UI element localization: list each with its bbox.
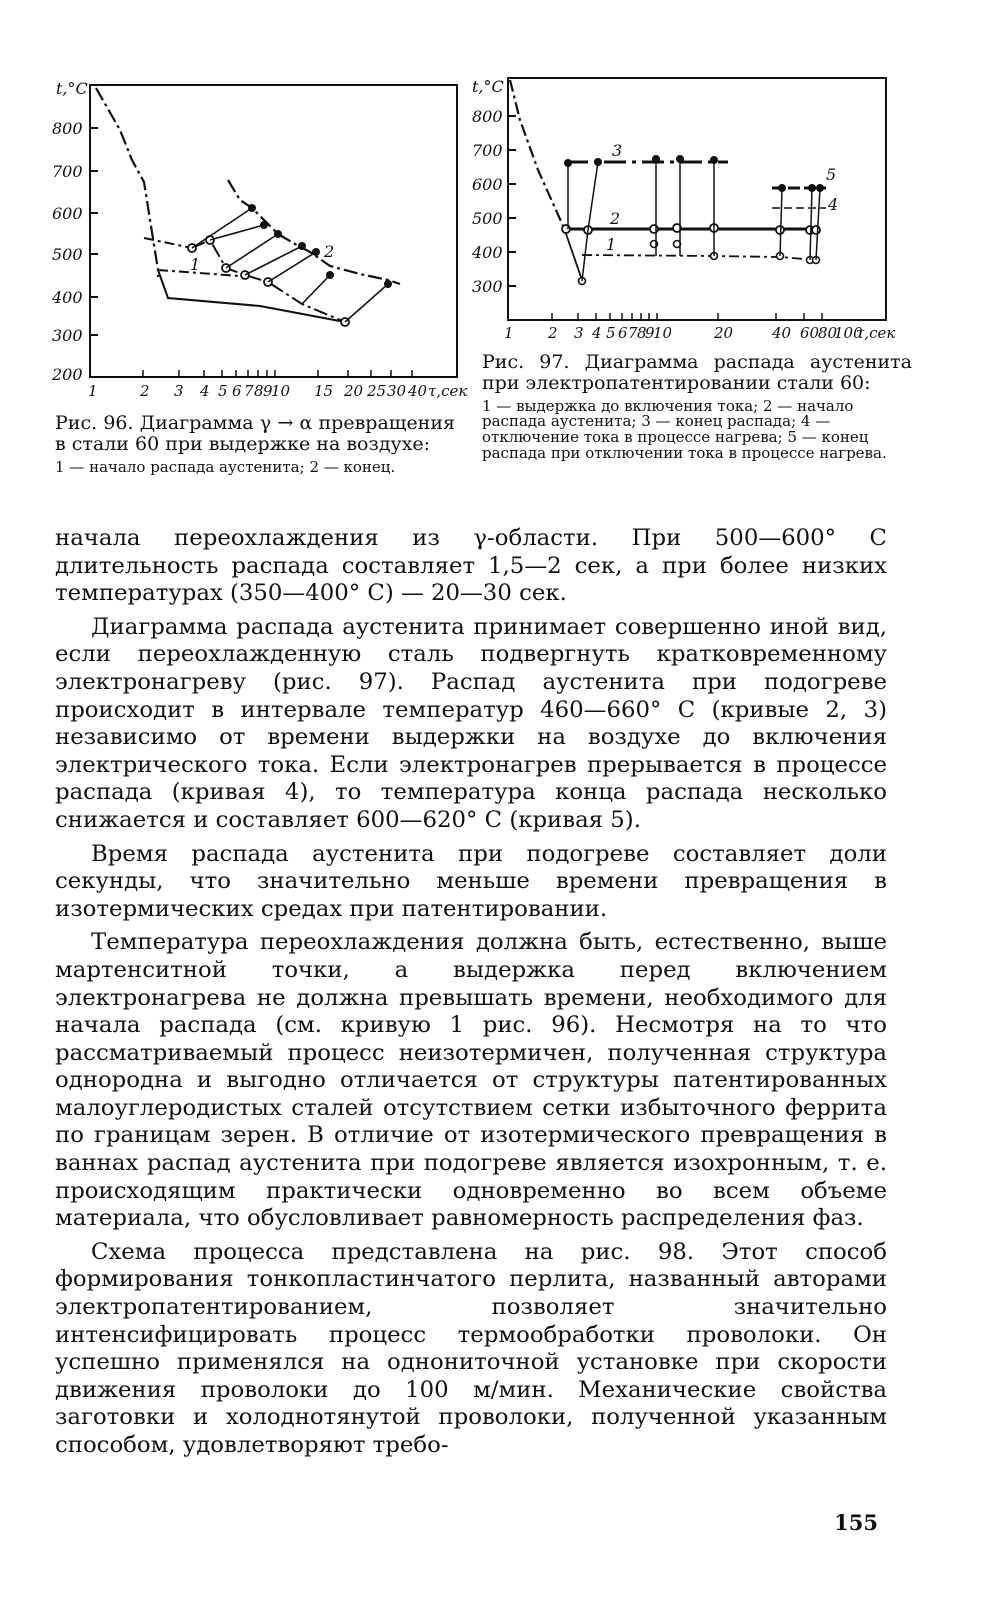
x-tick: 3 [574, 324, 584, 342]
x-tick: 4 [200, 382, 210, 400]
x-tick: 7 [628, 324, 638, 342]
curve-label-2: 2 [610, 209, 621, 228]
y-tick: 300 [472, 277, 503, 296]
transformation-lines [192, 208, 388, 322]
y-tick: 400 [472, 243, 503, 262]
x-tick: 5 [606, 324, 616, 342]
x-tick: 80 [818, 324, 838, 342]
x-ticks [88, 370, 467, 400]
x-tick: 3 [174, 382, 184, 400]
x-tick: 5 [218, 382, 228, 400]
x-tick: 4 [592, 324, 602, 342]
x-tick: 20 [714, 324, 734, 342]
curve-2-end [228, 180, 400, 288]
x-tick: 10 [653, 324, 673, 342]
y-tick: 600 [52, 204, 83, 223]
paragraph: Температура переохлаждения должна быть, естественно, выше мартенситной точки, а выдержка перед включением электронагрева не должна превышать времени, необходимого для начала распада (см. кривую 1 рис. 96). Несмотря на то что рассматриваемый процесс неизотермичен, полученная структура однородна и выгодно отличается от структуры патентированных малоуглеродистых сталей отсутствием сетки избыточного феррита по границам зерен. В отличие от изотермического превращения в ваннах распад аустенита при подогреве является изохронным, т. е. происходящим практически одновременно во всем объеме материала, что обусловливает равномерность распределения фаз. [55, 929, 887, 1232]
y-tick: 700 [52, 162, 83, 181]
x-tick: 6 [232, 382, 242, 400]
caption-title: Рис. 96. Диаграмма γ → α превращения в стали 60 при выдержке на воздухе: [55, 412, 455, 456]
x-tick: 20 [344, 382, 364, 400]
cooling-curves [96, 88, 345, 322]
x-tick: 40 [408, 382, 428, 400]
x-tick: τ,сек [856, 324, 896, 342]
y-tick: 700 [472, 141, 503, 160]
page-number: 155 [834, 1510, 878, 1535]
curve-label-2: 2 [324, 242, 335, 261]
paragraph: Схема процесса представлена на рис. 98. Этот способ формирования тонкопластинчатого перлита, названный авторами электропатентированием, позволяет значительно интенсифицировать процесс термообработки проволоки. Он успешно применялся на однониточной установке при скорости движения проволоки до 100 м/мин. Механические свойства заготовки и холоднотянутой проволоки, полученной указанным способом, удовлетворяют требо- [55, 1238, 887, 1458]
x-tick: 1 [504, 324, 514, 342]
x-tick: 60 [800, 324, 820, 342]
x-tick: τ,сек [428, 382, 468, 400]
curve-5-4 [772, 184, 826, 208]
y-tick: 200 [52, 365, 83, 384]
y-axis-label: t,°C [56, 79, 88, 98]
curve-label-3: 3 [612, 141, 623, 160]
paragraph: Время распада аустенита при подогреве составляет доли секунды, что значительно меньше времени превращения в изотермических средах при патентировании. [55, 840, 887, 922]
x-tick: 6 [618, 324, 628, 342]
curve-label-1: 1 [606, 235, 617, 254]
x-tick: 8 [637, 324, 647, 342]
figure-97-caption [482, 352, 912, 462]
x-tick: 8 [254, 382, 264, 400]
figure-96-caption [55, 413, 455, 475]
y-tick: 500 [472, 209, 503, 228]
x-ticks [504, 313, 895, 342]
x-tick: 9 [645, 324, 655, 342]
caption-title: Рис. 97. Диаграмма распада аустенита при электропатентировании стали 60: [482, 351, 912, 395]
curve-3-end [564, 155, 728, 167]
y-tick: 400 [52, 288, 83, 307]
y-tick: 600 [472, 175, 503, 194]
x-tick: 1 [88, 382, 98, 400]
curve-label-5: 5 [826, 165, 837, 184]
heating-lines [568, 159, 820, 281]
paragraph: начала переохлаждения из γ-области. При 500—600° С длительность распада составляет 1,5—2 сек, а при более низких температурах (350—400° С) — 20—30 сек. [55, 525, 887, 607]
x-tick: 9 [263, 382, 273, 400]
y-tick: 800 [52, 119, 83, 138]
caption-legend: 1 — начало распада аустенита; 2 — конец. [55, 457, 396, 476]
y-tick: 300 [52, 326, 83, 345]
figure-97-diagram [470, 70, 930, 360]
x-tick: 25 [367, 382, 387, 400]
paragraph: Диаграмма распада аустенита принимает совершенно иной вид, если переохлажденную сталь подвергнуть кратковременному электронагреву (рис. 97). Распад аустенита при подогреве происходит в интервале температур 460—660° С (кривые 2, 3) независимо от времени выдержки на воздухе до включения электрического тока. Если электронагрев прерывается в процессе распада (кривая 4), то температура конца распада несколько снижается и составляет 600—620° С (кривая 5). [55, 613, 887, 833]
x-tick: 30 [387, 382, 407, 400]
x-tick: 100 [834, 324, 863, 342]
caption-legend: 1 — выдержка до включения тока; 2 — начало распада аустенита; 3 — конец распада; 4 — отключение тока в процессе нагрева; 5 — конец распада при отключении тока в процессе нагрева. [482, 396, 887, 462]
figure-96-diagram [40, 70, 470, 400]
x-tick: 2 [548, 324, 558, 342]
body-text [55, 525, 887, 1466]
x-tick: 10 [271, 382, 291, 400]
cooling-curves [510, 80, 582, 280]
y-tick: 800 [472, 107, 503, 126]
x-tick: 2 [140, 382, 150, 400]
curve-label-1: 1 [190, 255, 201, 274]
y-ticks [471, 107, 516, 296]
x-tick: 7 [244, 382, 254, 400]
curve-label-4: 4 [828, 195, 839, 214]
x-tick: 40 [772, 324, 792, 342]
x-tick: 15 [314, 382, 334, 400]
y-tick: 500 [52, 245, 83, 264]
y-axis-label: t,°C [472, 77, 504, 96]
